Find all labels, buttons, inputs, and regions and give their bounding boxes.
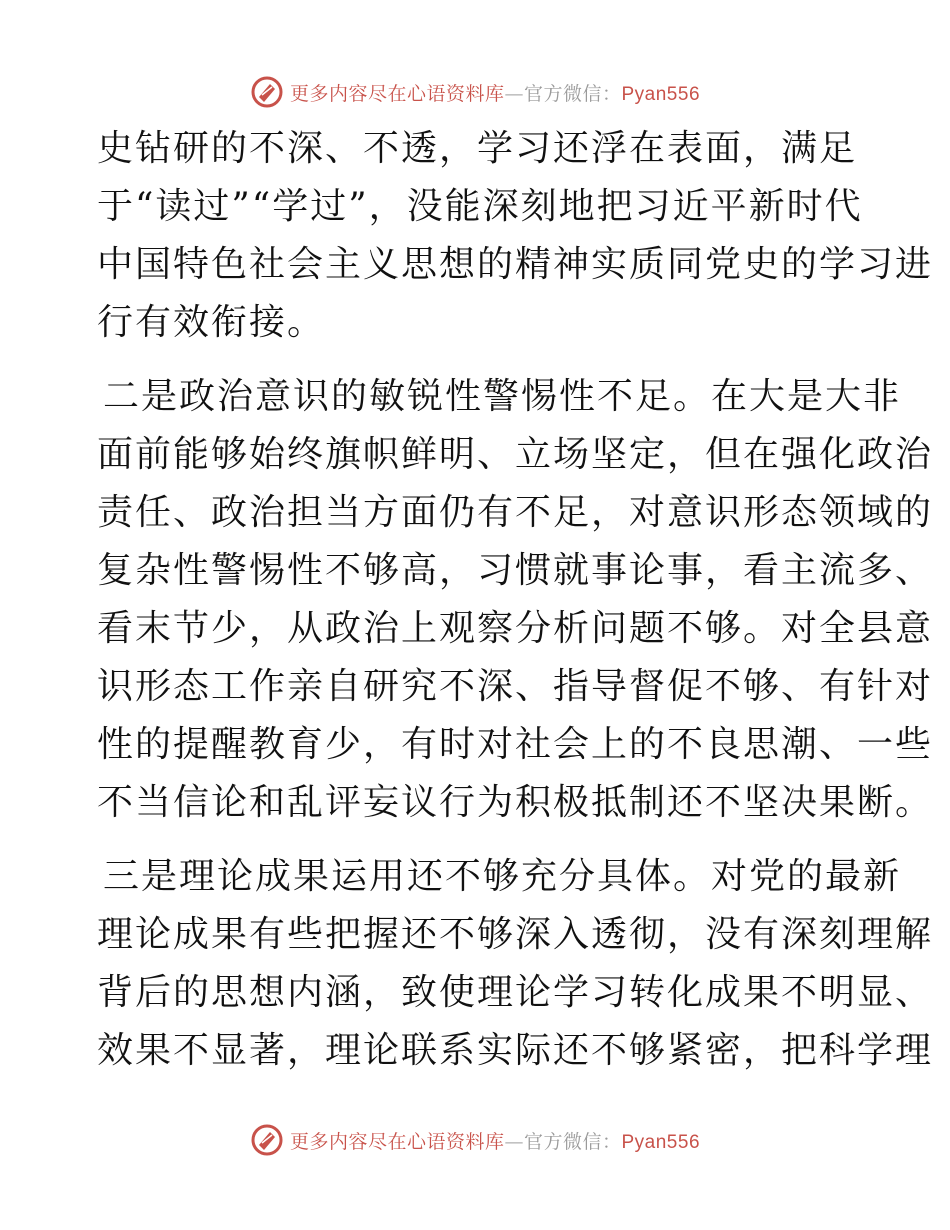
brand-logo-icon [250,1123,284,1157]
text-line: 史钻研的不深、不透，学习还浮在表面，满足 [97,128,858,169]
document-body [97,120,934,1080]
watermark-main: 更多内容尽在心语资料库 [289,1130,505,1153]
text-line: 背后的思想内涵，致使理论学习转化成果不明显、 [97,972,934,1013]
text-line: 面前能够始终旗帜鲜明、立场坚定，但在强化政治 [97,434,934,475]
watermark-label: 官方微信： [523,1130,622,1153]
paragraph-gap [97,352,857,368]
paragraph [97,120,934,352]
text-line: 性的提醒教育少，有时对社会上的不良思潮、一些 [97,724,934,765]
text-line: 看末节少，从政治上观察分析问题不够。对全县意 [97,608,934,649]
text-line: 理论成果有些把握还不够深入透彻，没有深刻理解 [97,914,934,955]
text-line: 复杂性警惕性不够高，习惯就事论事，看主流多、 [97,550,934,591]
watermark-id: Pyan556 [621,83,701,105]
paragraph [97,848,934,1080]
text-line: 责任、政治担当方面仍有不足，对意识形态领域的 [97,492,934,533]
paragraph-gap [97,832,857,848]
watermark-id: Pyan556 [621,1131,701,1153]
watermark-label: 官方微信： [523,82,622,105]
text-line: 于“读过”“学过”，没能深刻地把习近平新时代 [97,186,863,227]
watermark-main: 更多内容尽在心语资料库 [289,82,505,105]
text-line: 中国特色社会主义思想的精神实质同党史的学习进 [97,244,934,285]
footer-watermark [0,1120,950,1160]
header-watermark [0,72,950,112]
text-line: 识形态工作亲自研究不深、指导督促不够、有针对 [97,666,934,707]
text-line: 效果不显著，理论联系实际还不够紧密，把科学理 [97,1030,934,1071]
text-line: 三是理论成果运用还不够充分具体。对党的最新 [103,856,902,897]
text-line: 行有效衔接。 [97,302,326,343]
watermark-dash: — [504,82,524,105]
text-line: 二是政治意识的敏锐性警惕性不足。在大是大非 [103,376,902,417]
watermark-dash: — [504,1130,524,1153]
watermark-text [290,79,700,106]
brand-logo-icon [250,75,284,109]
watermark-text [290,1127,700,1154]
paragraph [97,368,934,832]
text-line: 不当信论和乱评妄议行为积极抵制还不坚决果断。 [97,782,934,823]
